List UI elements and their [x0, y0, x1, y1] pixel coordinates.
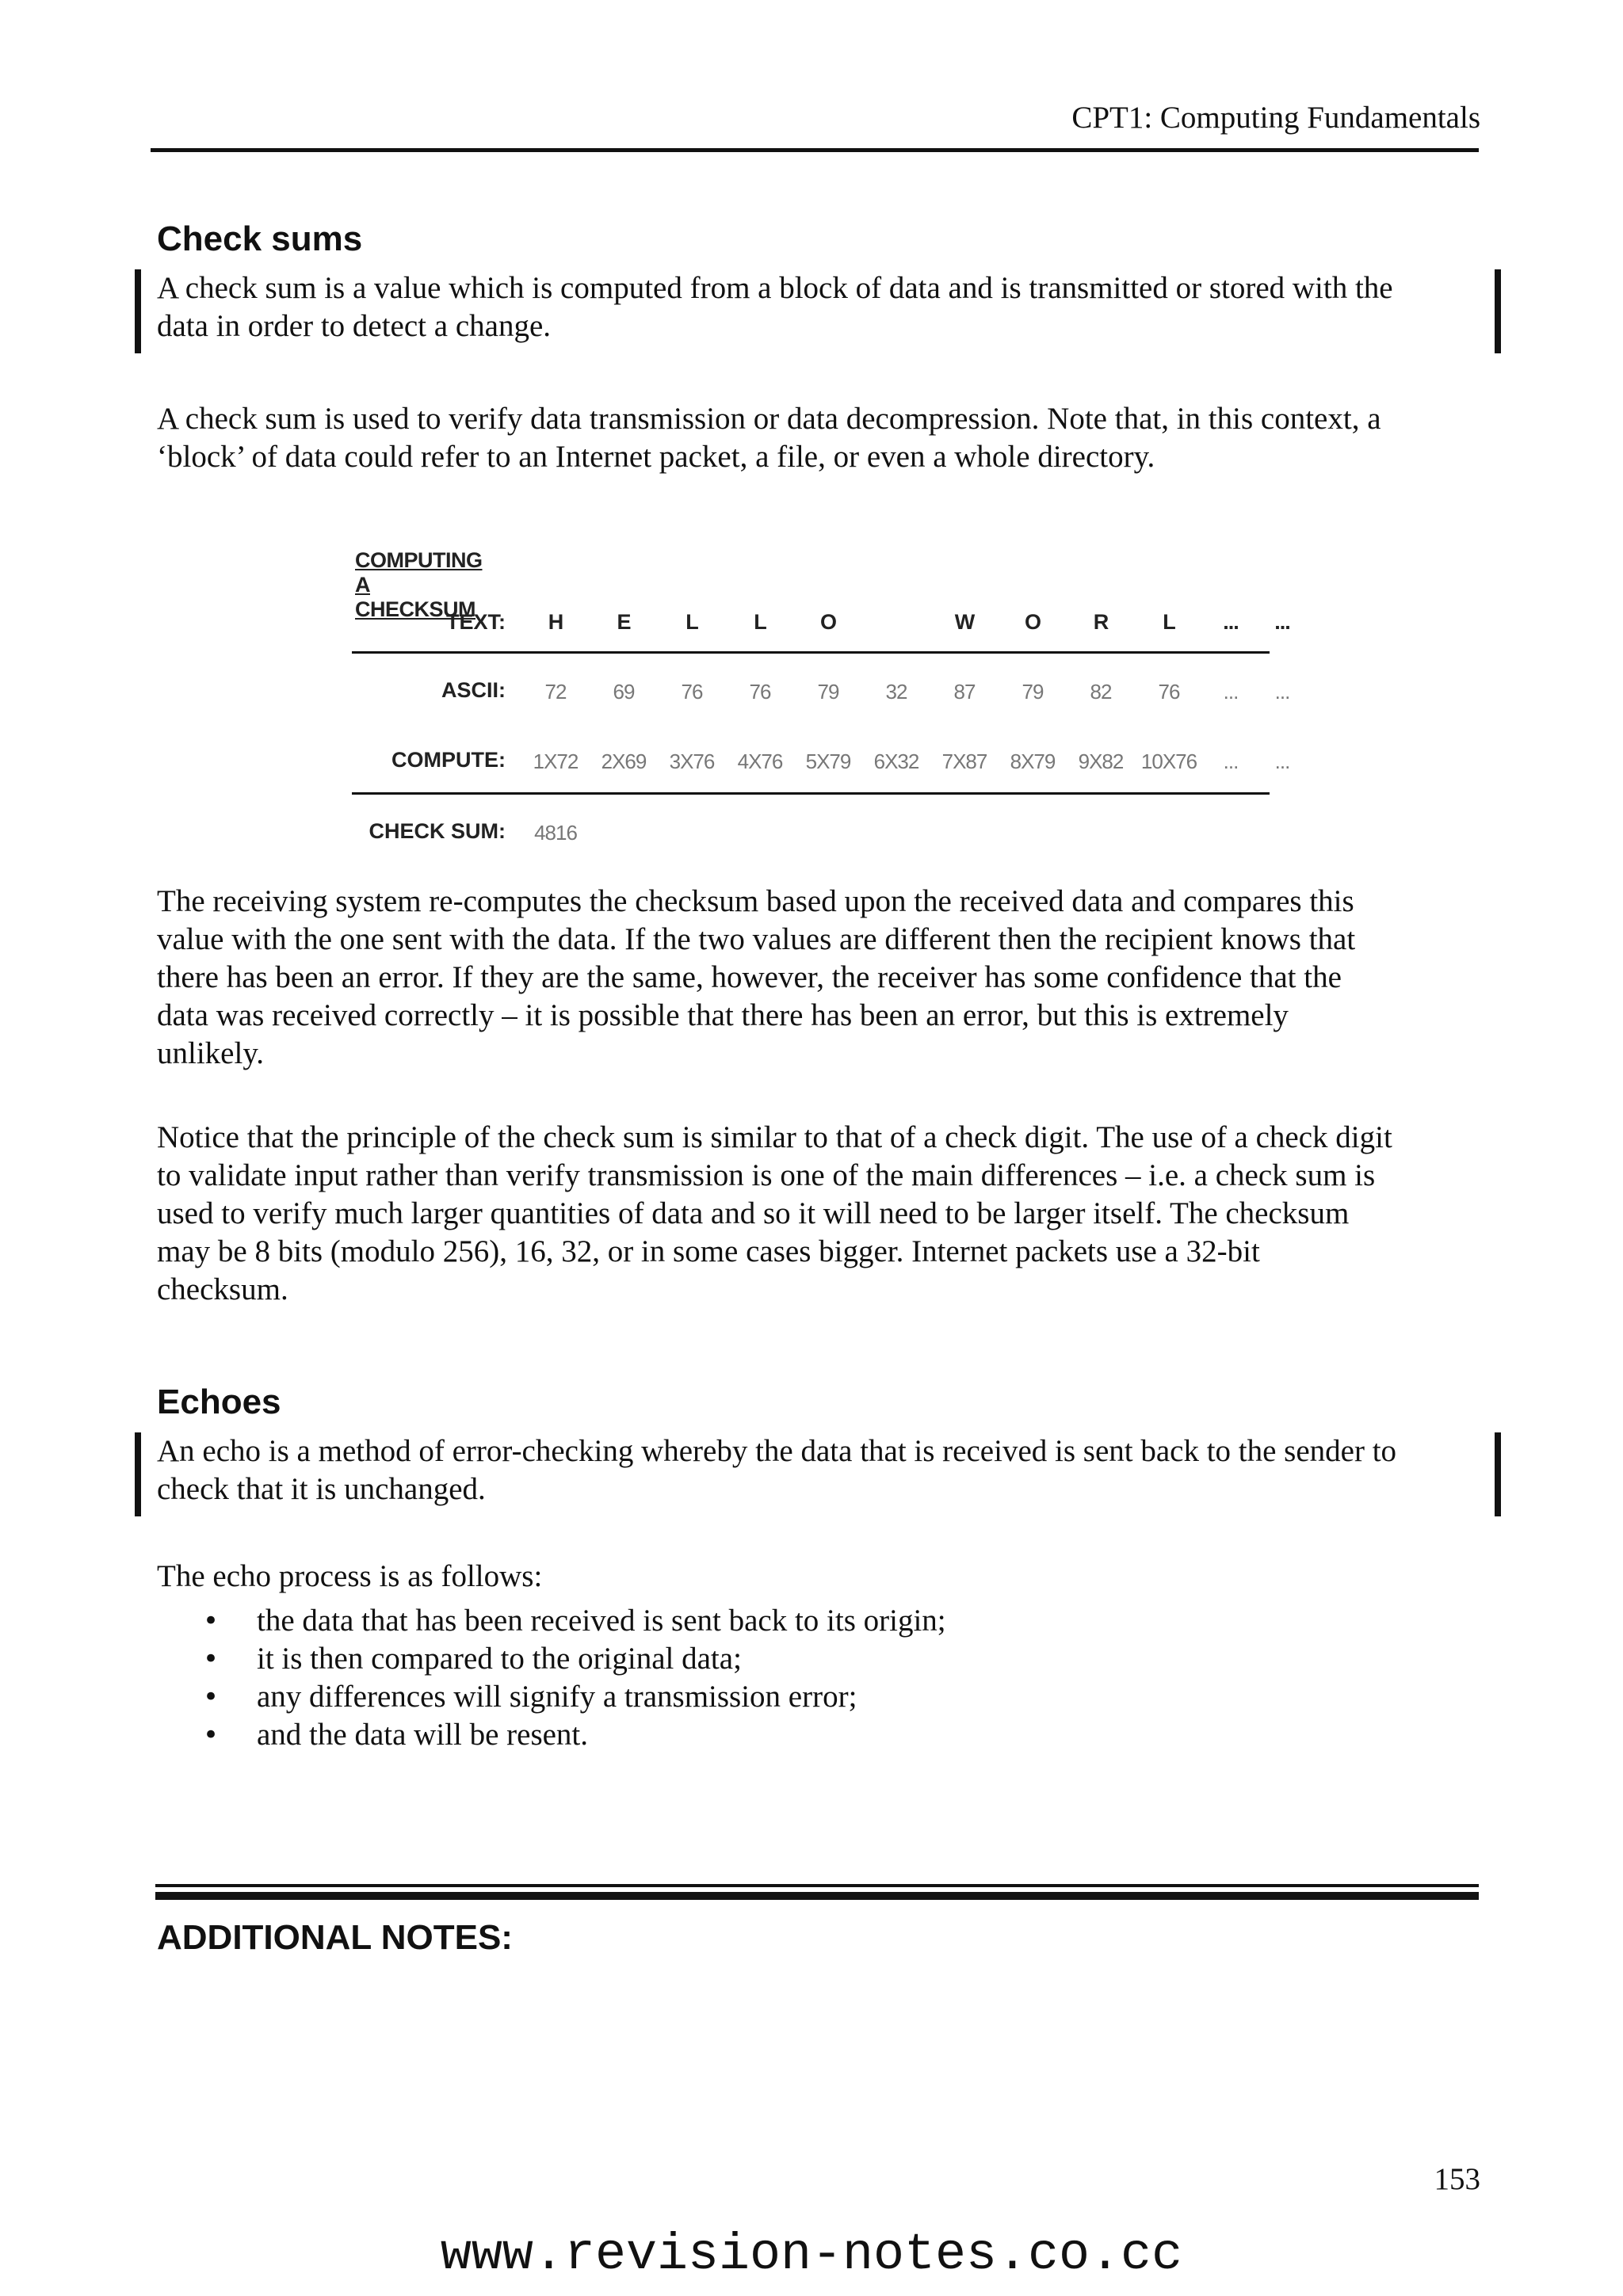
text-cell: O — [1024, 610, 1041, 634]
checksum-paragraph-2 — [157, 883, 1488, 1073]
compute-cell: ... — [1223, 749, 1239, 773]
compute-cell: 6X32 — [873, 749, 919, 773]
paragraph-line: unlikely. — [157, 1036, 265, 1070]
definition-line: data in order to detect a change. — [157, 309, 552, 343]
paragraph-line: The receiving system re-computes the checksum based upon the received data and compares this — [157, 884, 1354, 918]
compute-cell: 9X82 — [1078, 749, 1124, 773]
checksum-value: 4816 — [534, 821, 577, 845]
paragraph-line: Notice that the principle of the check sum is similar to that of a check digit. The use of a check digit — [157, 1120, 1392, 1154]
text-cell: ... — [1274, 610, 1290, 634]
paragraph-line: checksum. — [157, 1272, 288, 1306]
ascii-cell: 82 — [1090, 680, 1112, 704]
text-cell: L — [685, 610, 698, 634]
change-bar-right — [1495, 269, 1501, 353]
ascii-row — [521, 680, 1306, 704]
compute-cell: 5X79 — [805, 749, 851, 773]
change-bar-left — [135, 269, 141, 353]
paragraph-line: value with the one sent with the data. If the two values are different then the recipient knows that — [157, 922, 1356, 956]
text-cell: L — [754, 610, 766, 634]
ascii-cell: ... — [1274, 680, 1290, 704]
compute-cell: 8X79 — [1010, 749, 1056, 773]
notes-rule-thin — [155, 1884, 1479, 1887]
ascii-cell: 32 — [885, 680, 907, 704]
echo-process-list — [203, 1602, 1471, 1754]
ascii-cell: 87 — [953, 680, 976, 704]
row-label-compute: COMPUTE: — [391, 748, 506, 772]
ascii-cell: ... — [1223, 680, 1239, 704]
checksum-paragraph-3 — [157, 1119, 1488, 1309]
text-cell: H — [548, 610, 563, 634]
change-bar-left — [135, 1432, 141, 1516]
ascii-cell: 79 — [817, 680, 839, 704]
header-rule — [151, 148, 1479, 152]
ascii-cell: 76 — [749, 680, 771, 704]
compute-row — [521, 749, 1306, 774]
text-cell: O — [819, 610, 836, 634]
notes-rule-thick — [155, 1892, 1479, 1900]
text-cell — [862, 610, 930, 635]
paragraph-line: ‘block’ of data could refer to an Internet packet, a file, or even a whole directory. — [157, 440, 1155, 474]
compute-cell: 1X72 — [533, 749, 579, 773]
list-item: • any differences will signify a transmission error; — [203, 1678, 1471, 1716]
checksum-paragraph-1 — [157, 400, 1488, 476]
ascii-cell: 79 — [1022, 680, 1044, 704]
footer-url: www.revision-notes.co.cc — [440, 2225, 1183, 2284]
text-row — [521, 610, 1306, 635]
diagram-rule-bottom — [352, 792, 1270, 795]
page-number: 153 — [1434, 2162, 1480, 2196]
paragraph-line: data was received correctly – it is possible that there has been an error, but this is extremely — [157, 998, 1289, 1032]
compute-cell: ... — [1274, 749, 1290, 773]
definition-line: check that it is unchanged. — [157, 1472, 486, 1506]
echo-intro: The echo process is as follows: — [157, 1559, 543, 1593]
compute-cell: 2X69 — [601, 749, 647, 773]
change-bar-right — [1495, 1432, 1501, 1516]
paragraph-line: there has been an error. If they are the same, however, the receiver has some confidence that the — [157, 960, 1342, 994]
compute-cell: 10X76 — [1140, 749, 1197, 773]
checksum-definition — [157, 269, 1488, 345]
paragraph-line: A check sum is used to verify data transmission or data decompression. Note that, in this context, a — [157, 402, 1381, 436]
row-label-ascii: ASCII: — [441, 678, 506, 702]
section-heading-echoes: Echoes — [157, 1383, 281, 1421]
echo-definition — [157, 1432, 1488, 1508]
diagram-rule-top — [352, 651, 1270, 654]
row-label-text: TEXT: — [445, 610, 506, 634]
section-heading-checksums: Check sums — [157, 219, 363, 258]
definition-line: An echo is a method of error-checking whereby the data that is received is sent back to the sender to — [157, 1434, 1397, 1468]
paragraph-line: may be 8 bits (modulo 256), 16, 32, or in some cases bigger. Internet packets use a 32-bit — [157, 1234, 1260, 1268]
text-cell: L — [1163, 610, 1175, 634]
ascii-cell: 76 — [1158, 680, 1180, 704]
ascii-cell: 72 — [544, 680, 567, 704]
compute-cell: 7X87 — [941, 749, 987, 773]
text-cell: W — [954, 610, 975, 634]
ascii-cell: 69 — [613, 680, 635, 704]
paragraph-line: to validate input rather than verify transmission is one of the main differences – i.e. a check sum is — [157, 1158, 1376, 1192]
list-item: • it is then compared to the original data; — [203, 1640, 1471, 1678]
text-cell: E — [617, 610, 631, 634]
list-item: • and the data will be resent. — [203, 1716, 1471, 1754]
list-item: • the data that has been received is sent back to its origin; — [203, 1602, 1471, 1640]
paragraph-line: used to verify much larger quantities of data and so it will need to be larger itself. The checksum — [157, 1196, 1350, 1230]
ascii-cell: 76 — [681, 680, 703, 704]
compute-cell: 4X76 — [737, 749, 783, 773]
running-header: CPT1: Computing Fundamentals — [1071, 101, 1480, 135]
text-cell: ... — [1223, 610, 1239, 634]
text-cell: R — [1093, 610, 1109, 634]
additional-notes-heading: ADDITIONAL NOTES: — [157, 1918, 513, 1957]
diagram-title: COMPUTING A CHECKSUM — [355, 548, 483, 621]
definition-line: A check sum is a value which is computed from a block of data and is transmitted or stored with the — [157, 271, 1393, 305]
compute-cell: 3X76 — [669, 749, 715, 773]
row-label-checksum: CHECK SUM: — [369, 819, 506, 843]
